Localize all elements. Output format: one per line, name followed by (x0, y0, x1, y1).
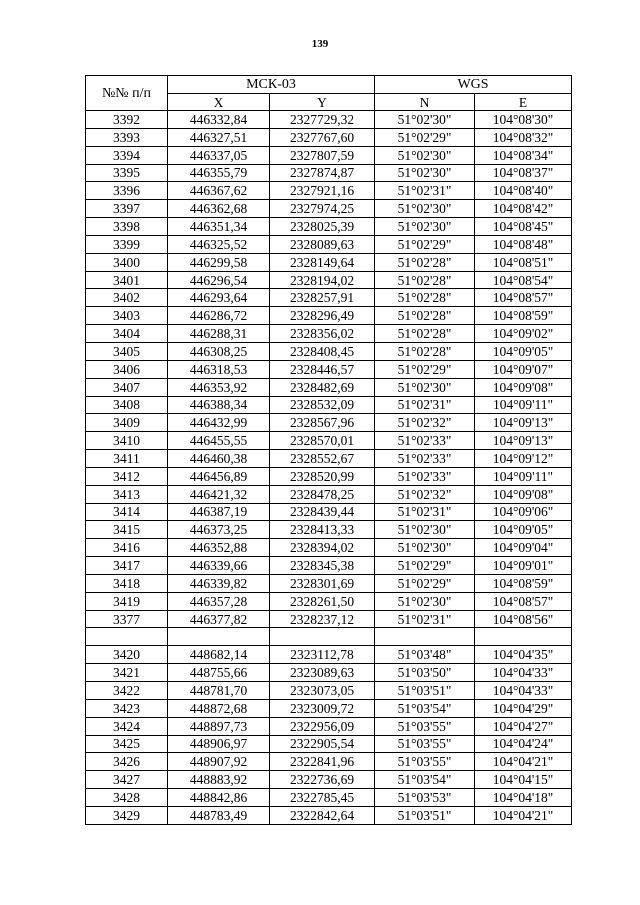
cell-x: 448842,86 (168, 789, 270, 807)
cell-y: 2323089,63 (270, 664, 375, 682)
cell-n: 51°03'48" (375, 646, 475, 664)
cell-e: 104°09'01" (475, 557, 572, 575)
cell-y: 2328025,39 (270, 218, 375, 236)
table-row (86, 539, 572, 557)
table-row (86, 682, 572, 700)
cell-y: 2327729,32 (270, 111, 375, 129)
cell-x: 446339,82 (168, 574, 270, 592)
cell-y: 2323112,78 (270, 646, 375, 664)
cell-n: 51°02'29" (375, 557, 475, 575)
cell-number: 3417 (86, 557, 168, 575)
cell-e: 104°09'11" (475, 467, 572, 485)
cell-x: 446352,88 (168, 539, 270, 557)
cell-number: 3377 (86, 610, 168, 628)
table-row (86, 396, 572, 414)
cell-n: 51°02'30" (375, 200, 475, 218)
cell-number: 3409 (86, 414, 168, 432)
cell-number: 3400 (86, 253, 168, 271)
cell-number: 3392 (86, 111, 168, 129)
cell-x: 446373,25 (168, 521, 270, 539)
cell-n: 51°03'53" (375, 789, 475, 807)
cell-y: 2328089,63 (270, 235, 375, 253)
cell-number: 3404 (86, 325, 168, 343)
cell-e (475, 628, 572, 646)
cell-n: 51°02'30" (375, 378, 475, 396)
cell-number: 3426 (86, 753, 168, 771)
header-x: X (168, 94, 270, 111)
cell-e: 104°08'48" (475, 235, 572, 253)
cell-x: 446308,25 (168, 342, 270, 360)
cell-x: 446337,05 (168, 146, 270, 164)
cell-x: 446387,19 (168, 503, 270, 521)
cell-y: 2327767,60 (270, 128, 375, 146)
header-wgs: WGS (375, 76, 572, 94)
cell-n: 51°02'28" (375, 253, 475, 271)
table-row (86, 235, 572, 253)
cell-e: 104°08'32" (475, 128, 572, 146)
cell-x: 448897,73 (168, 717, 270, 735)
cell-e: 104°08'42" (475, 200, 572, 218)
cell-x: 446351,34 (168, 218, 270, 236)
cell-x: 446460,38 (168, 450, 270, 468)
cell-number: 3394 (86, 146, 168, 164)
cell-number: 3403 (86, 307, 168, 325)
cell-y: 2328520,99 (270, 467, 375, 485)
table-row (86, 557, 572, 575)
cell-e: 104°08'51" (475, 253, 572, 271)
header-e: E (475, 94, 572, 111)
cell-e: 104°08'57" (475, 592, 572, 610)
cell-n: 51°03'51" (375, 682, 475, 700)
header-number: №№ п/п (86, 76, 168, 111)
cell-number: 3414 (86, 503, 168, 521)
cell-y: 2328394,02 (270, 539, 375, 557)
cell-x: 446355,79 (168, 164, 270, 182)
cell-e: 104°08'34" (475, 146, 572, 164)
cell-e: 104°04'24" (475, 735, 572, 753)
table-row (86, 592, 572, 610)
header-n: N (375, 94, 475, 111)
cell-number: 3419 (86, 592, 168, 610)
cell-e: 104°04'27" (475, 717, 572, 735)
table-row (86, 360, 572, 378)
table-row (86, 378, 572, 396)
cell-x: 448755,66 (168, 664, 270, 682)
cell-e: 104°04'33" (475, 682, 572, 700)
cell-number: 3393 (86, 128, 168, 146)
table-row (86, 218, 572, 236)
cell-e: 104°09'05" (475, 521, 572, 539)
cell-e: 104°04'18" (475, 789, 572, 807)
cell-x: 446377,82 (168, 610, 270, 628)
cell-y: 2323073,05 (270, 682, 375, 700)
cell-y: 2328345,38 (270, 557, 375, 575)
cell-y: 2322785,45 (270, 789, 375, 807)
cell-n: 51°02'31" (375, 396, 475, 414)
cell-number: 3428 (86, 789, 168, 807)
cell-n: 51°02'28" (375, 342, 475, 360)
cell-number: 3422 (86, 682, 168, 700)
cell-e: 104°08'30" (475, 111, 572, 129)
cell-y: 2327807,59 (270, 146, 375, 164)
table-row (86, 789, 572, 807)
cell-y: 2328567,96 (270, 414, 375, 432)
cell-e: 104°09'05" (475, 342, 572, 360)
cell-y: 2322905,54 (270, 735, 375, 753)
cell-n: 51°02'30" (375, 218, 475, 236)
table-row (86, 271, 572, 289)
cell-n: 51°02'31" (375, 610, 475, 628)
cell-n: 51°02'33" (375, 432, 475, 450)
cell-y: 2327974,25 (270, 200, 375, 218)
cell-x: 448883,92 (168, 771, 270, 789)
table-row (86, 432, 572, 450)
cell-y: 2328413,33 (270, 521, 375, 539)
cell-x: 446325,52 (168, 235, 270, 253)
cell-x (168, 628, 270, 646)
cell-number: 3420 (86, 646, 168, 664)
cell-n (375, 628, 475, 646)
cell-number: 3396 (86, 182, 168, 200)
cell-y: 2328149,64 (270, 253, 375, 271)
cell-x: 448907,92 (168, 753, 270, 771)
table-row (86, 574, 572, 592)
table-row (86, 342, 572, 360)
cell-e: 104°09'04" (475, 539, 572, 557)
cell-e: 104°09'02" (475, 325, 572, 343)
header-msk: МСК-03 (168, 76, 375, 94)
cell-n: 51°02'30" (375, 539, 475, 557)
cell-number: 3415 (86, 521, 168, 539)
cell-y: 2328478,25 (270, 485, 375, 503)
cell-number: 3407 (86, 378, 168, 396)
cell-x: 446455,55 (168, 432, 270, 450)
cell-number: 3410 (86, 432, 168, 450)
table-header (86, 76, 572, 111)
cell-e: 104°04'15" (475, 771, 572, 789)
cell-n: 51°03'55" (375, 717, 475, 735)
cell-y: 2322956,09 (270, 717, 375, 735)
cell-n: 51°02'31" (375, 503, 475, 521)
cell-y: 2328356,02 (270, 325, 375, 343)
cell-n: 51°03'54" (375, 771, 475, 789)
cell-number: 3418 (86, 574, 168, 592)
cell-y: 2323009,72 (270, 699, 375, 717)
table-row (86, 806, 572, 824)
cell-n: 51°02'28" (375, 271, 475, 289)
cell-number: 3401 (86, 271, 168, 289)
cell-e: 104°04'21" (475, 806, 572, 824)
cell-number: 3429 (86, 806, 168, 824)
cell-x: 448682,14 (168, 646, 270, 664)
cell-x: 446357,28 (168, 592, 270, 610)
cell-n: 51°02'33" (375, 467, 475, 485)
cell-n: 51°02'32" (375, 485, 475, 503)
cell-x: 448783,49 (168, 806, 270, 824)
cell-number: 3405 (86, 342, 168, 360)
cell-y: 2328296,49 (270, 307, 375, 325)
cell-x: 446432,99 (168, 414, 270, 432)
cell-n: 51°02'30" (375, 164, 475, 182)
cell-n: 51°02'33" (375, 450, 475, 468)
cell-y: 2327874,87 (270, 164, 375, 182)
cell-x: 448872,68 (168, 699, 270, 717)
cell-x: 448906,97 (168, 735, 270, 753)
cell-n: 51°03'55" (375, 753, 475, 771)
cell-e: 104°08'56" (475, 610, 572, 628)
cell-e: 104°08'59" (475, 307, 572, 325)
cell-y: 2322736,69 (270, 771, 375, 789)
header-y: Y (270, 94, 375, 111)
table-row (86, 503, 572, 521)
table-row (86, 325, 572, 343)
cell-number: 3406 (86, 360, 168, 378)
cell-e: 104°04'35" (475, 646, 572, 664)
cell-y: 2328570,01 (270, 432, 375, 450)
cell-y: 2328532,09 (270, 396, 375, 414)
cell-e: 104°09'12" (475, 450, 572, 468)
cell-number: 3413 (86, 485, 168, 503)
cell-n: 51°02'30" (375, 111, 475, 129)
cell-number: 3395 (86, 164, 168, 182)
table-row (86, 467, 572, 485)
cell-number: 3412 (86, 467, 168, 485)
cell-e: 104°08'57" (475, 289, 572, 307)
cell-x: 446367,62 (168, 182, 270, 200)
table-body (86, 111, 572, 825)
table-row (86, 485, 572, 503)
cell-e: 104°08'59" (475, 574, 572, 592)
cell-e: 104°09'06" (475, 503, 572, 521)
cell-y: 2322841,96 (270, 753, 375, 771)
cell-number: 3423 (86, 699, 168, 717)
table-row (86, 610, 572, 628)
cell-n: 51°02'29" (375, 574, 475, 592)
cell-x: 448781,70 (168, 682, 270, 700)
cell-e: 104°08'40" (475, 182, 572, 200)
cell-n: 51°02'29" (375, 235, 475, 253)
cell-e: 104°09'13" (475, 414, 572, 432)
cell-n: 51°02'30" (375, 592, 475, 610)
table-row (86, 628, 572, 646)
cell-x: 446327,51 (168, 128, 270, 146)
cell-x: 446293,64 (168, 289, 270, 307)
cell-number: 3397 (86, 200, 168, 218)
cell-e: 104°09'13" (475, 432, 572, 450)
cell-e: 104°08'37" (475, 164, 572, 182)
cell-y: 2328237,12 (270, 610, 375, 628)
cell-y: 2328552,67 (270, 450, 375, 468)
cell-n: 51°02'29" (375, 128, 475, 146)
cell-x: 446288,31 (168, 325, 270, 343)
cell-n: 51°02'30" (375, 521, 475, 539)
cell-x: 446362,68 (168, 200, 270, 218)
cell-x: 446296,54 (168, 271, 270, 289)
table-row (86, 414, 572, 432)
cell-n: 51°02'28" (375, 289, 475, 307)
cell-e: 104°09'07" (475, 360, 572, 378)
cell-e: 104°09'11" (475, 396, 572, 414)
cell-y: 2328194,02 (270, 271, 375, 289)
cell-y: 2322842,64 (270, 806, 375, 824)
cell-n: 51°03'55" (375, 735, 475, 753)
cell-number: 3416 (86, 539, 168, 557)
cell-number: 3408 (86, 396, 168, 414)
table-row (86, 146, 572, 164)
cell-x: 446286,72 (168, 307, 270, 325)
cell-y: 2328301,69 (270, 574, 375, 592)
table-row (86, 521, 572, 539)
cell-n: 51°02'28" (375, 307, 475, 325)
table-row (86, 735, 572, 753)
cell-n: 51°02'29" (375, 360, 475, 378)
table-row (86, 200, 572, 218)
cell-e: 104°09'08" (475, 485, 572, 503)
cell-y: 2328257,91 (270, 289, 375, 307)
table-row (86, 164, 572, 182)
cell-number: 3421 (86, 664, 168, 682)
coordinates-table (85, 75, 572, 825)
cell-number: 3402 (86, 289, 168, 307)
cell-number: 3398 (86, 218, 168, 236)
table-row (86, 717, 572, 735)
cell-number: 3399 (86, 235, 168, 253)
cell-y: 2327921,16 (270, 182, 375, 200)
table-row (86, 646, 572, 664)
table-row (86, 771, 572, 789)
cell-n: 51°02'28" (375, 325, 475, 343)
cell-n: 51°02'30" (375, 146, 475, 164)
table-row (86, 289, 572, 307)
cell-n: 51°03'54" (375, 699, 475, 717)
cell-x: 446421,32 (168, 485, 270, 503)
cell-x: 446388,34 (168, 396, 270, 414)
table-row (86, 253, 572, 271)
cell-x: 446339,66 (168, 557, 270, 575)
cell-number (86, 628, 168, 646)
table-row (86, 699, 572, 717)
cell-y: 2328446,57 (270, 360, 375, 378)
cell-e: 104°04'33" (475, 664, 572, 682)
cell-e: 104°04'29" (475, 699, 572, 717)
cell-y: 2328408,45 (270, 342, 375, 360)
cell-n: 51°02'31" (375, 182, 475, 200)
cell-y (270, 628, 375, 646)
cell-x: 446456,89 (168, 467, 270, 485)
cell-x: 446318,53 (168, 360, 270, 378)
table-row (86, 128, 572, 146)
table-row (86, 111, 572, 129)
cell-e: 104°08'54" (475, 271, 572, 289)
table-row (86, 753, 572, 771)
cell-number: 3411 (86, 450, 168, 468)
table-row (86, 664, 572, 682)
cell-number: 3427 (86, 771, 168, 789)
cell-number: 3425 (86, 735, 168, 753)
cell-n: 51°03'50" (375, 664, 475, 682)
cell-n: 51°03'51" (375, 806, 475, 824)
cell-n: 51°02'32" (375, 414, 475, 432)
cell-y: 2328482,69 (270, 378, 375, 396)
table-row (86, 182, 572, 200)
cell-y: 2328439,44 (270, 503, 375, 521)
cell-y: 2328261,50 (270, 592, 375, 610)
cell-e: 104°09'08" (475, 378, 572, 396)
table-row (86, 307, 572, 325)
page-number: 139 (311, 38, 329, 50)
cell-e: 104°08'45" (475, 218, 572, 236)
cell-x: 446332,84 (168, 111, 270, 129)
cell-e: 104°04'21" (475, 753, 572, 771)
cell-x: 446299,58 (168, 253, 270, 271)
cell-number: 3424 (86, 717, 168, 735)
table-row (86, 450, 572, 468)
cell-x: 446353,92 (168, 378, 270, 396)
